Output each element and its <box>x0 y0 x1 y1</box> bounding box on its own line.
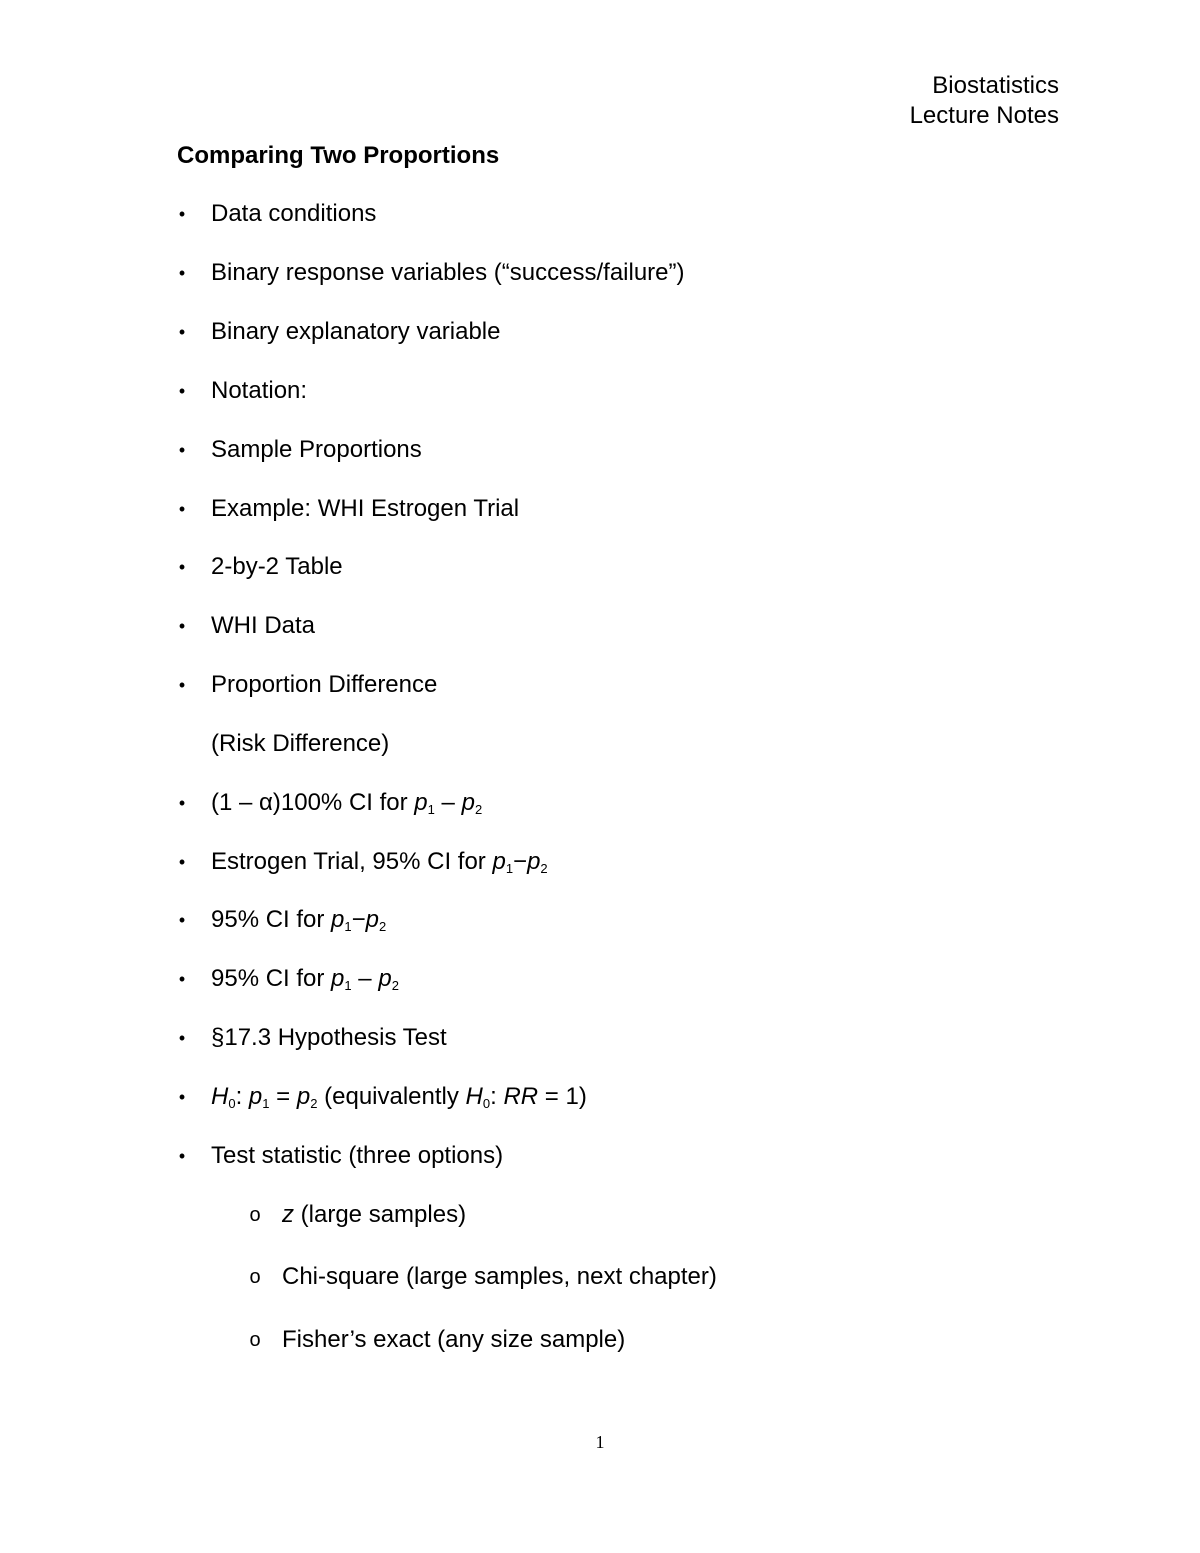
page-number: 1 <box>595 1432 605 1452</box>
ci-95-text: 95% CI for $p_1 - p_2$ <box>211 965 399 993</box>
list-item-text: 2-by-2 Table <box>211 553 343 580</box>
ci-general-text: (1 – α)100% CI for $p_1 - p_2$ <box>211 789 483 817</box>
bullet-icon: • <box>178 263 186 283</box>
bullet-icon: • <box>178 910 186 930</box>
bullet-icon: • <box>178 204 186 224</box>
list-item-text: Binary response variables (“success/failure”) <box>211 259 685 286</box>
bullet-icon: • <box>178 1028 186 1048</box>
circle-bullet-icon: o <box>249 1329 261 1351</box>
list-item-text: Sample Proportions <box>211 436 422 463</box>
bullet-icon: • <box>178 499 186 519</box>
bullet-icon: • <box>178 969 186 989</box>
circle-bullet-icon: o <box>249 1204 261 1226</box>
circle-bullet-icon: o <box>249 1266 261 1288</box>
list-item-text: WHI Data <box>211 612 316 639</box>
null-hypothesis-text: $H_0$: $p_1 = p_2$ (equivalently $H_0$: RR = 1) <box>211 1083 587 1111</box>
list-item-text: Binary explanatory variable <box>211 318 501 345</box>
bullet-icon: • <box>178 852 186 872</box>
bullet-icon: • <box>178 675 186 695</box>
bullet-icon: • <box>178 381 186 401</box>
document-header <box>910 71 1059 131</box>
bullet-icon: • <box>178 1087 186 1107</box>
bullet-icon: • <box>178 440 186 460</box>
ci-estrogen-text: Estrogen Trial, 95% CI for $p_1-p_2$ <box>211 848 548 876</box>
list-item-text: Example: WHI Estrogen Trial <box>211 495 520 522</box>
bullet-icon: • <box>178 793 186 813</box>
option-text: Fisher’s exact (any size sample) <box>282 1326 626 1353</box>
test-statistic-text: Test statistic (three options) <box>211 1142 504 1169</box>
page-title: Comparing Two Proportions <box>177 142 500 169</box>
bullet-icon: • <box>178 322 186 342</box>
list-item-text: Proportion Difference <box>211 671 438 698</box>
option-text: Chi-square (large samples, next chapter) <box>282 1263 717 1290</box>
ci-95-text: 95% CI for $p_1-p_2$ <box>211 906 387 934</box>
bullet-icon: • <box>178 557 186 577</box>
list-item-text: (Risk Difference) <box>211 730 390 757</box>
list-item-text: Notation: <box>211 377 308 404</box>
list-item-text: Data conditions <box>211 200 377 227</box>
header-course: Biostatistics <box>932 72 1059 99</box>
hypothesis-section-text: §17.3 Hypothesis Test <box>211 1024 447 1051</box>
option-text: z (large samples) <box>282 1201 467 1228</box>
bullet-icon: • <box>178 1146 186 1166</box>
bullet-icon: • <box>178 616 186 636</box>
header-subtitle: Lecture Notes <box>909 102 1059 129</box>
